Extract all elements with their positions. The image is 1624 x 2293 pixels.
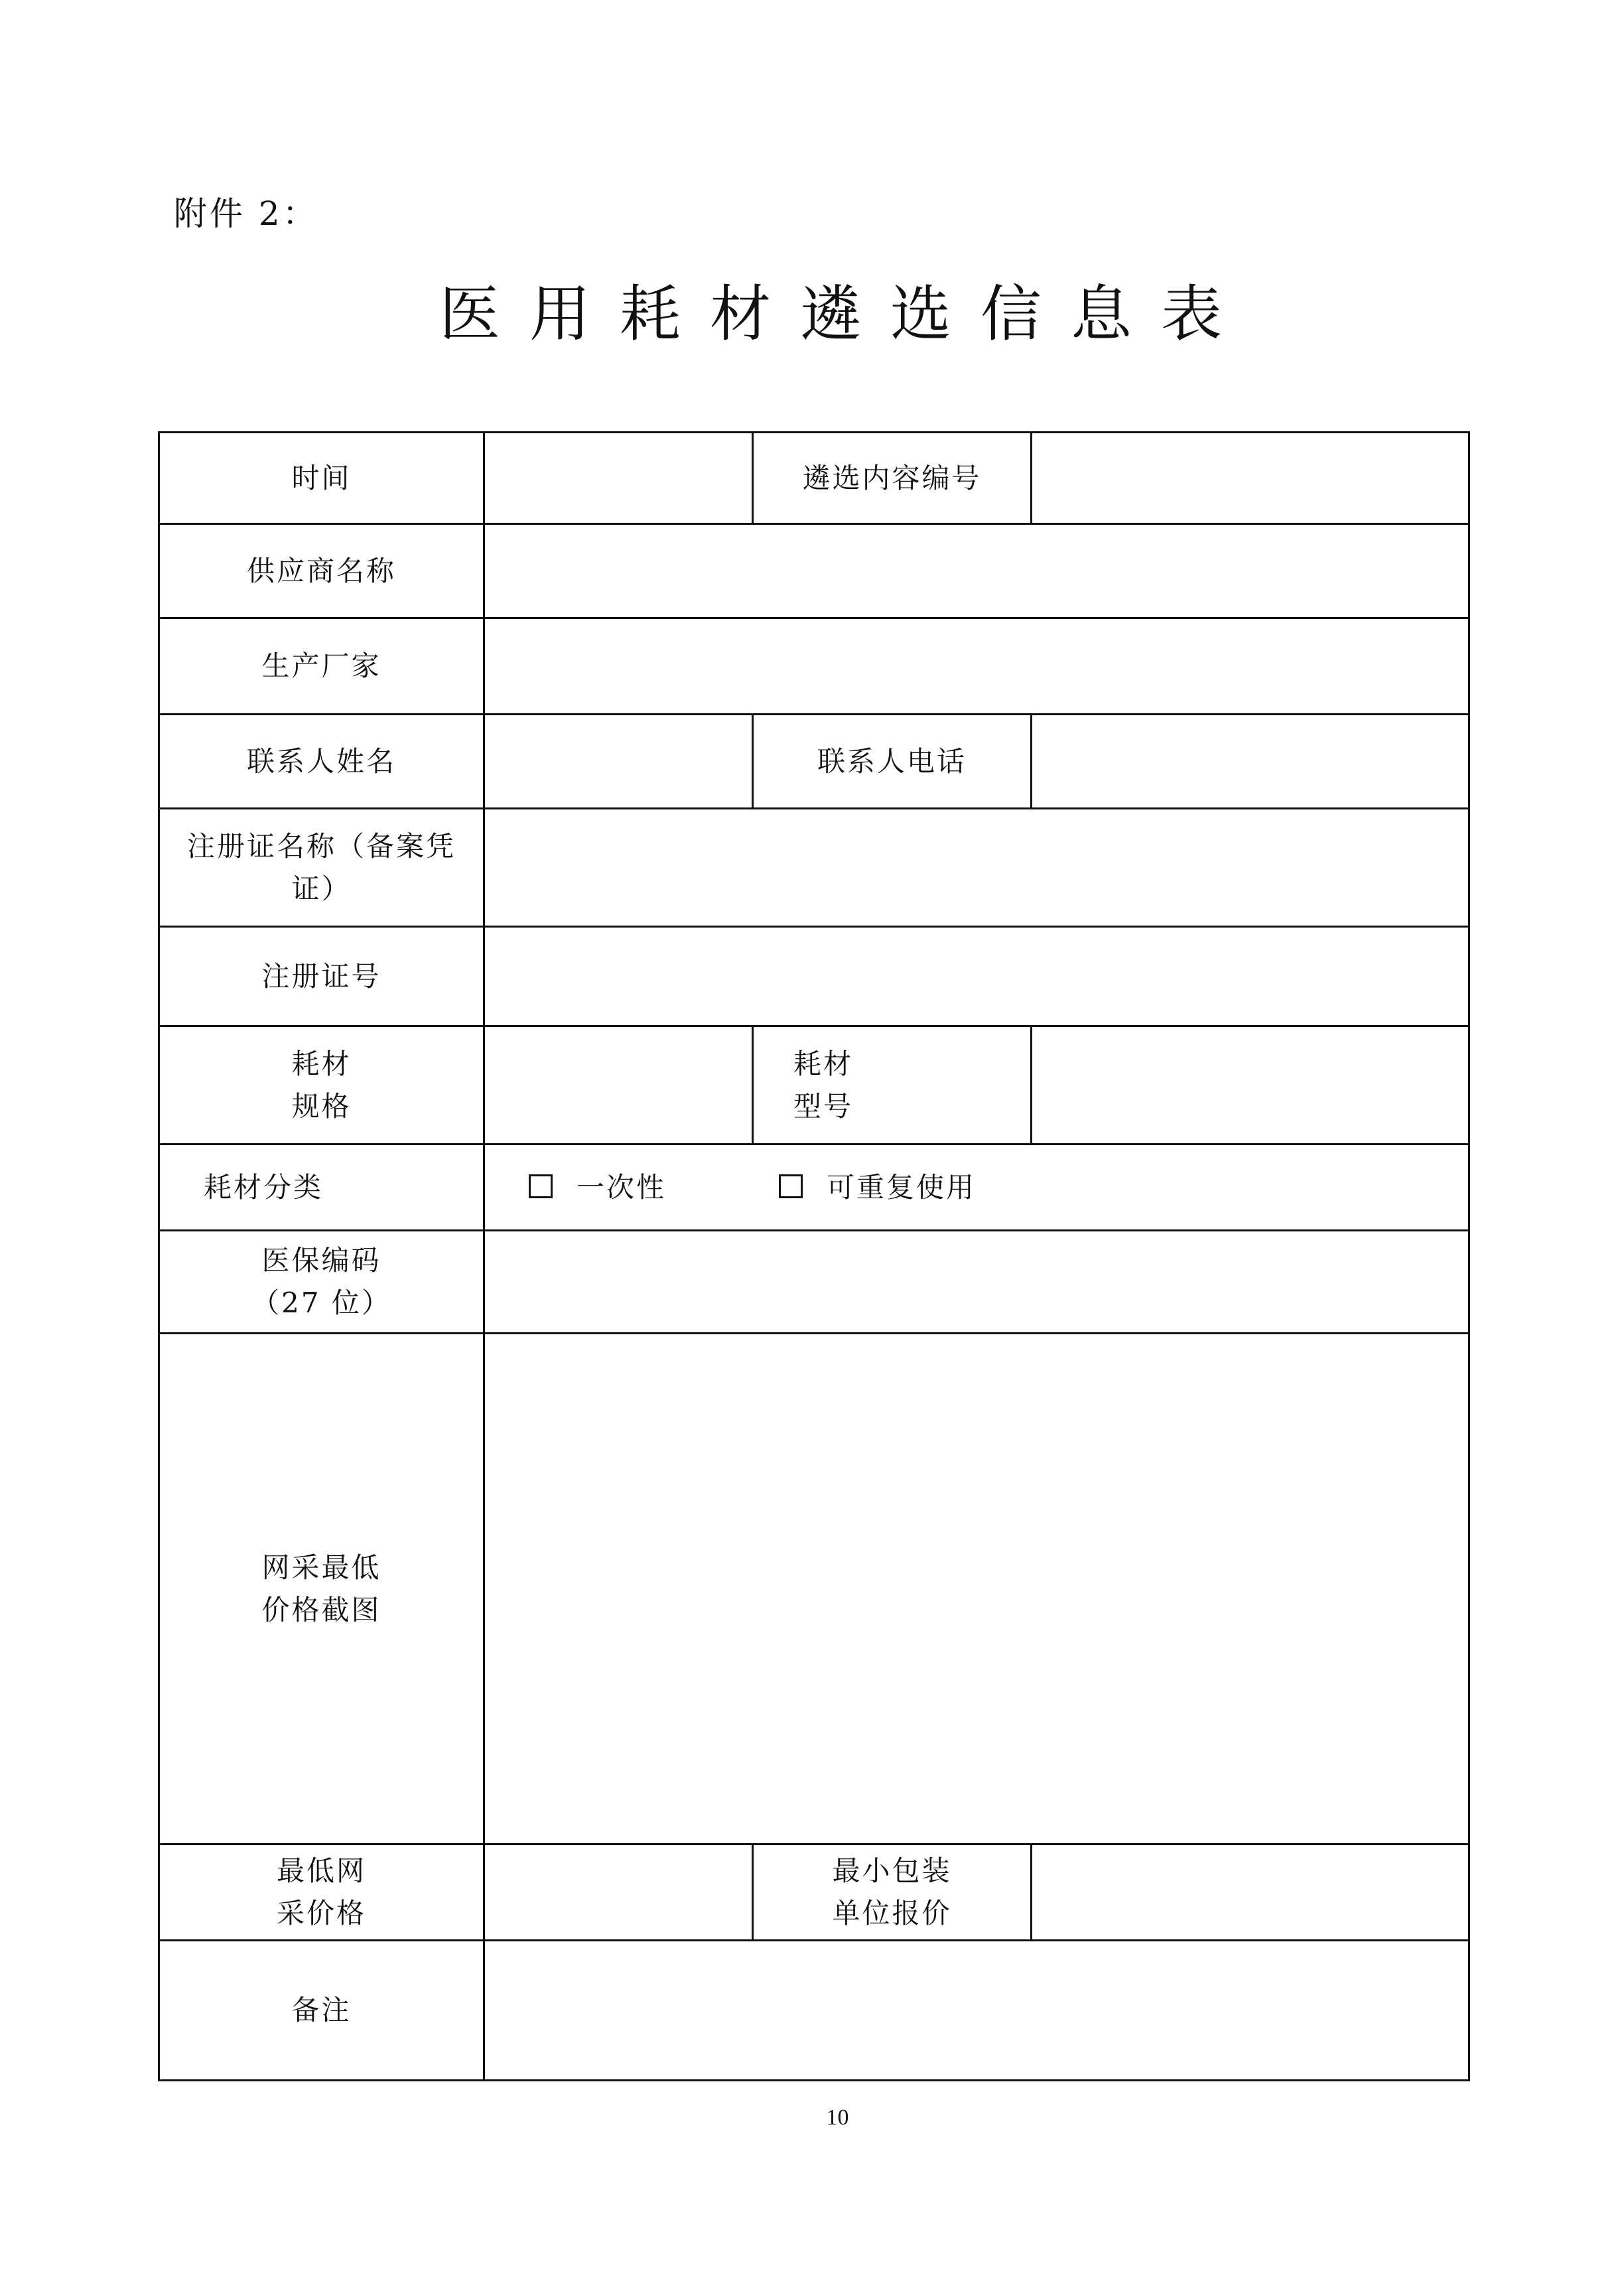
row-price-screenshot <box>159 1334 1469 1844</box>
spec-line1: 耗材 <box>291 1047 352 1080</box>
contact-name-field[interactable] <box>484 715 753 809</box>
manufacturer-label: 生产厂家 <box>159 618 484 715</box>
spec-line2: 规格 <box>291 1089 352 1123</box>
reg-cert-name-line1: 注册证名称（备案凭 <box>186 829 456 863</box>
spec-field[interactable] <box>484 1026 753 1145</box>
reg-cert-name-field[interactable] <box>484 809 1469 927</box>
row-reg-cert-name <box>159 809 1469 927</box>
lowest-price-field[interactable] <box>484 1844 753 1941</box>
contact-phone-label: 联系人电话 <box>753 715 1032 809</box>
row-manufacturer <box>159 618 1469 715</box>
reg-cert-name-line2: 证） <box>291 872 352 905</box>
selection-info-form <box>158 431 1470 2081</box>
model-label <box>753 1026 1032 1145</box>
insurance-code-field[interactable] <box>484 1231 1469 1334</box>
min-pack-price-label <box>753 1844 1032 1941</box>
contact-phone-field[interactable] <box>1032 715 1469 809</box>
min-pack-price-line2: 单位报价 <box>832 1897 952 1929</box>
row-supplier <box>159 524 1469 618</box>
disposable-label: 一次性 <box>576 1170 667 1204</box>
model-field[interactable] <box>1032 1026 1469 1145</box>
insurance-code-line2: （27 位） <box>251 1286 391 1319</box>
page-number: 10 <box>826 2105 849 2130</box>
page-title: 医用耗材遴选信息表 <box>439 279 1251 350</box>
reusable-label: 可重复使用 <box>827 1170 977 1204</box>
lowest-price-line1: 最低网 <box>276 1854 366 1887</box>
row-time <box>159 433 1469 524</box>
price-screenshot-field[interactable] <box>484 1334 1469 1844</box>
disposable-checkbox[interactable] <box>529 1174 553 1198</box>
row-contact <box>159 715 1469 809</box>
row-remarks <box>159 1941 1469 2081</box>
min-pack-price-line1: 最小包装 <box>832 1854 952 1887</box>
attachment-label: 附件 2： <box>174 194 318 233</box>
row-category <box>159 1145 1469 1231</box>
spec-label <box>159 1026 484 1145</box>
reg-cert-no-label: 注册证号 <box>159 927 484 1026</box>
time-label: 时间 <box>159 433 484 524</box>
reusable-checkbox[interactable] <box>779 1174 803 1198</box>
model-line2: 型号 <box>793 1089 854 1123</box>
price-screenshot-line1: 网采最低 <box>261 1551 381 1584</box>
reg-cert-no-field[interactable] <box>484 927 1469 1026</box>
row-prices <box>159 1844 1469 1941</box>
option-disposable[interactable] <box>529 1166 666 1209</box>
supplier-name-label: 供应商名称 <box>159 524 484 618</box>
contact-name-label: 联系人姓名 <box>159 715 484 809</box>
supplier-name-field[interactable] <box>484 524 1469 618</box>
row-spec-model <box>159 1026 1469 1145</box>
remarks-label: 备注 <box>159 1941 484 2081</box>
price-screenshot-line2: 价格截图 <box>261 1593 381 1626</box>
min-pack-price-field[interactable] <box>1032 1844 1469 1941</box>
insurance-code-label <box>159 1231 484 1334</box>
manufacturer-field[interactable] <box>484 618 1469 715</box>
selection-no-label: 遴选内容编号 <box>753 433 1032 524</box>
price-screenshot-label <box>159 1334 484 1844</box>
model-line1: 耗材 <box>793 1047 854 1080</box>
option-reusable[interactable] <box>779 1166 976 1209</box>
category-label: 耗材分类 <box>159 1145 484 1231</box>
lowest-price-label <box>159 1844 484 1941</box>
row-reg-cert-no <box>159 927 1469 1026</box>
selection-no-field[interactable] <box>1032 433 1469 524</box>
reg-cert-name-label <box>159 809 484 927</box>
category-options <box>484 1145 1469 1231</box>
lowest-price-line2: 采价格 <box>276 1897 366 1929</box>
insurance-code-line1: 医保编码 <box>261 1244 381 1277</box>
remarks-field[interactable] <box>484 1941 1469 2081</box>
time-field[interactable] <box>484 433 753 524</box>
row-insurance-code <box>159 1231 1469 1334</box>
